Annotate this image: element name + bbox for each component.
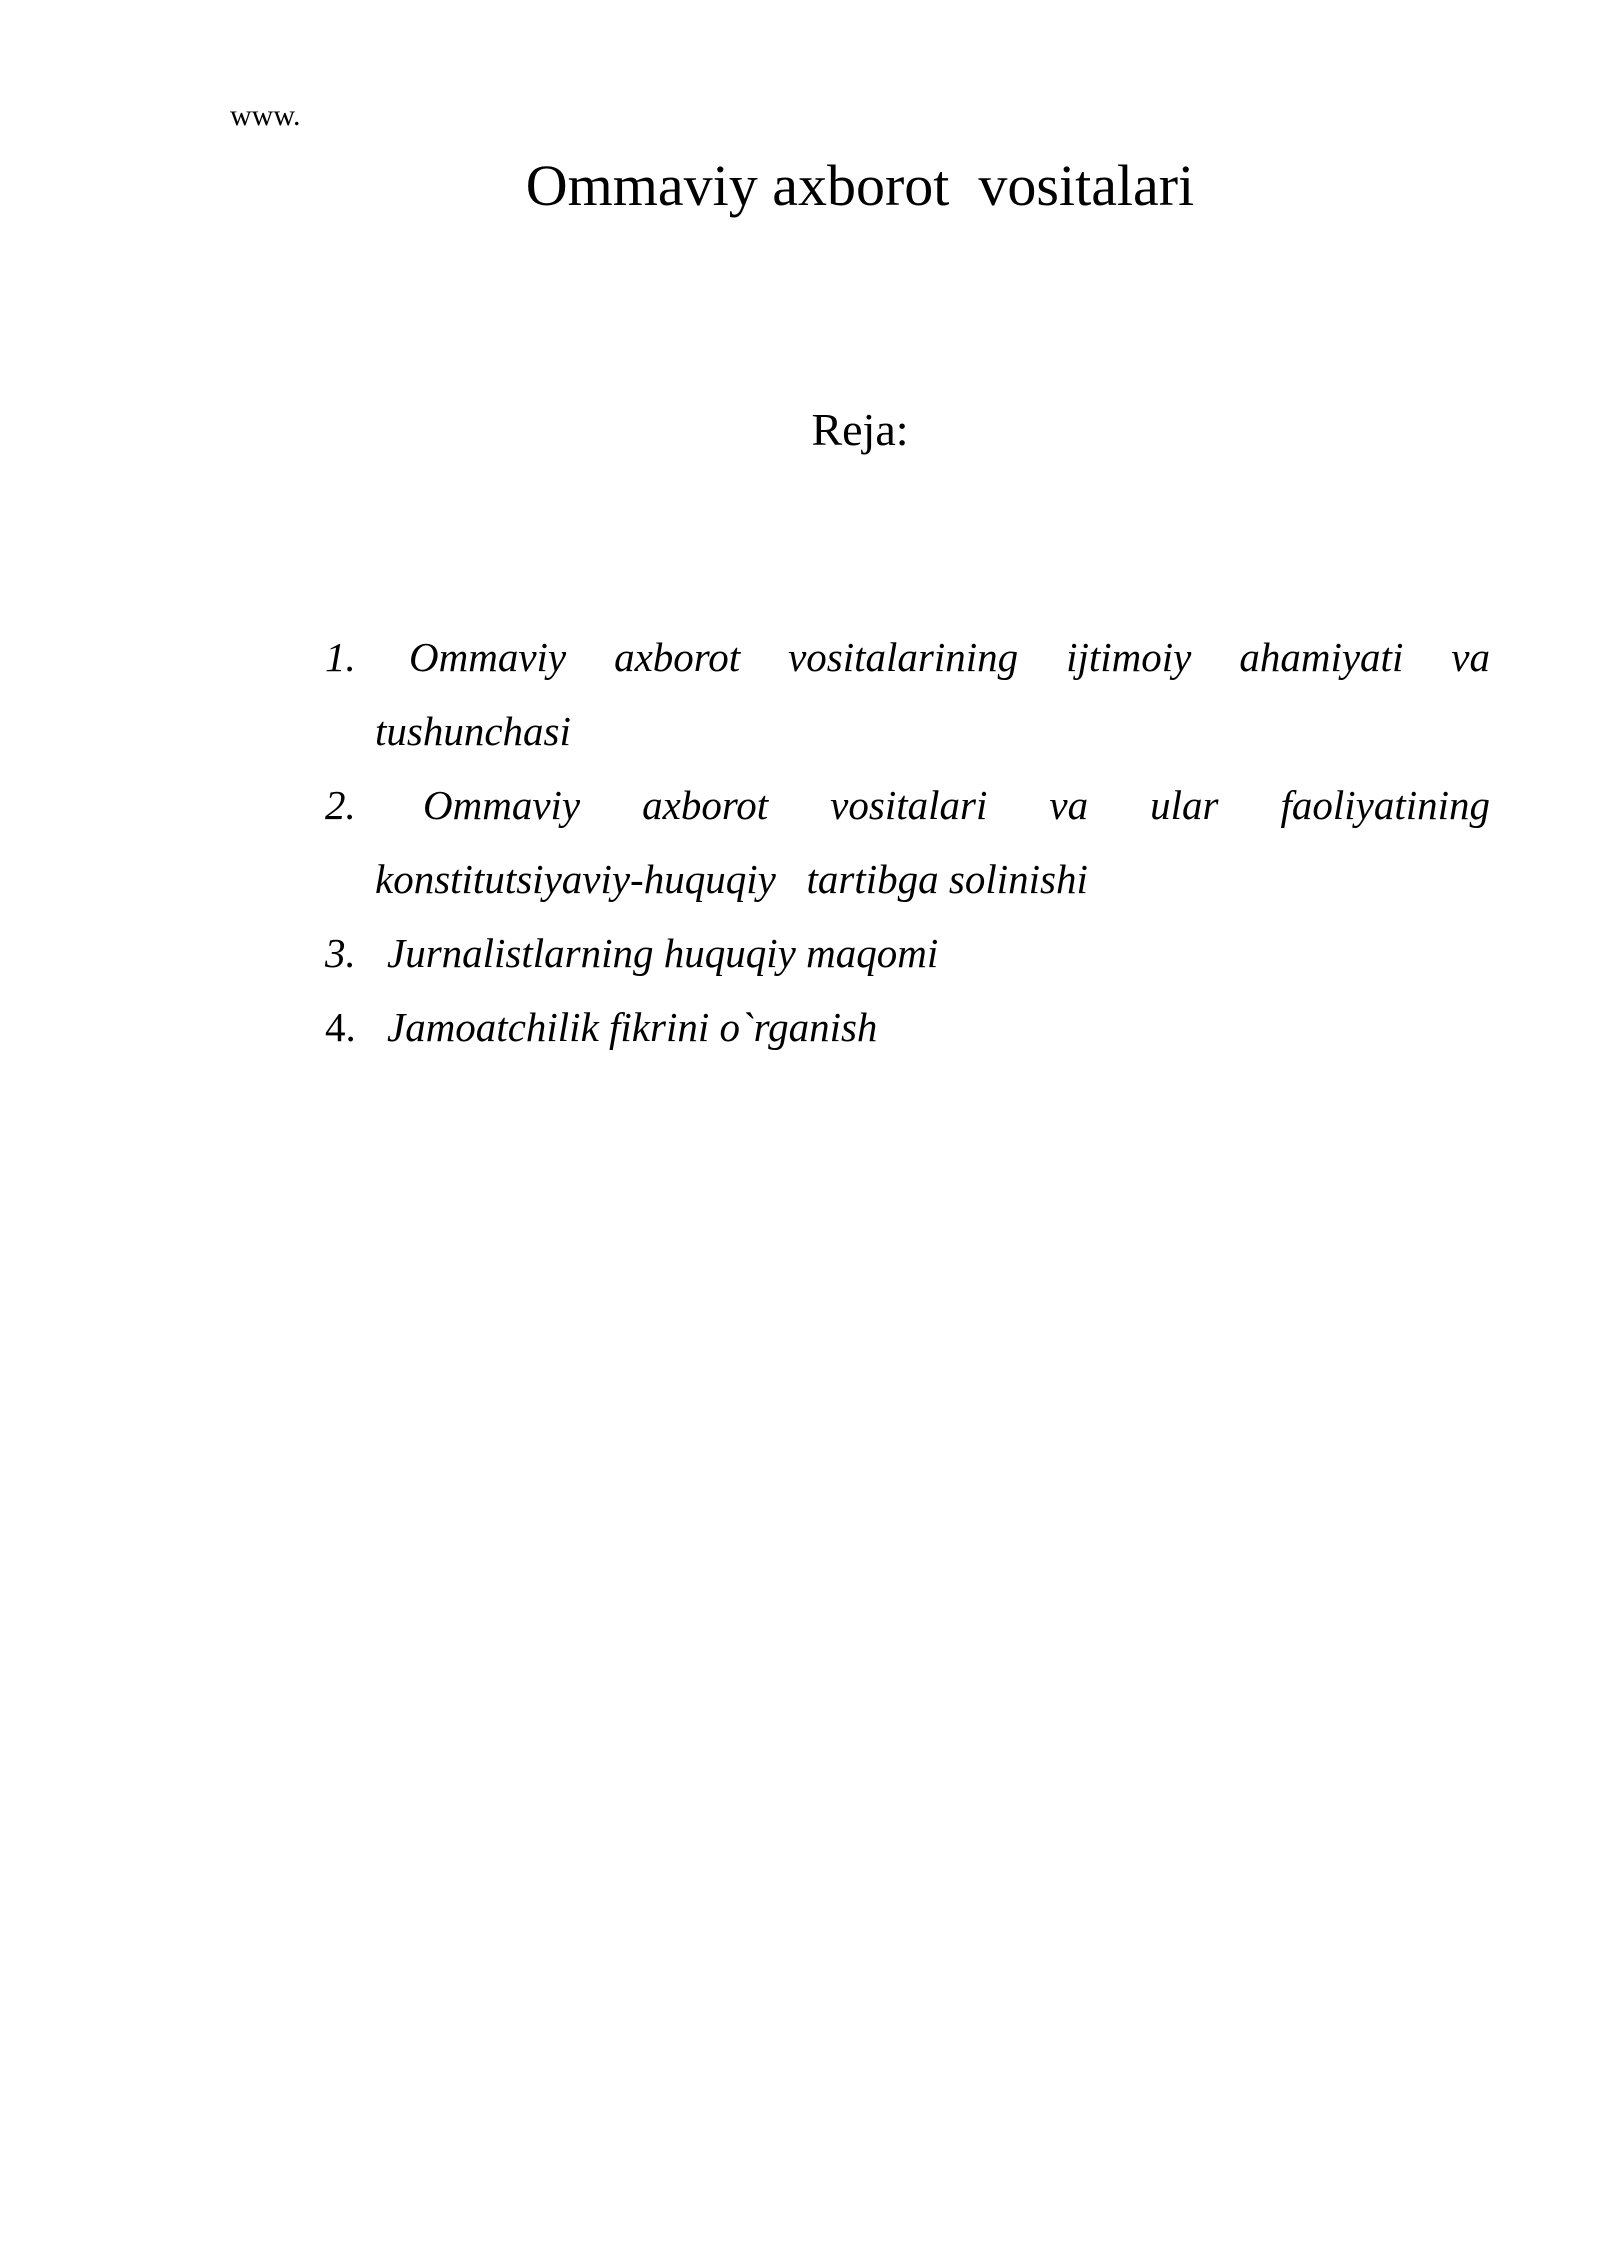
document-title: Ommaviy axborot vositalari [525, 153, 1195, 218]
plan-item-2 [325, 768, 1490, 916]
plan-item-4 [325, 990, 1490, 1064]
plan-item-text-line: Jurnalistlarning huquqiy maqomi [387, 930, 939, 976]
plan-item-text-line: Ommaviy axborot vositalari va ular faoliyatining [423, 782, 1490, 828]
header-www-text: www. [230, 99, 301, 132]
plan-list [325, 620, 1490, 1064]
plan-item-text-line: tushunchasi [375, 708, 571, 754]
plan-item-1 [325, 620, 1490, 768]
plan-item-number: 2. [325, 782, 356, 828]
plan-item-number: 3. [325, 930, 356, 976]
plan-heading: Reja: [811, 404, 909, 455]
plan-item-text-line: Ommaviy axborot vositalarining ijtimoiy ahamiyati va [409, 634, 1490, 680]
plan-item-text-line: Jamoatchilik fikrini o`rganish [387, 1004, 878, 1050]
plan-item-number: 1. [325, 634, 356, 680]
plan-item-number: 4. [325, 1004, 356, 1050]
plan-item-3 [325, 916, 1490, 990]
plan-item-text-line: konstitutsiyaviy-huquqiy tartibga solinishi [375, 856, 1088, 902]
